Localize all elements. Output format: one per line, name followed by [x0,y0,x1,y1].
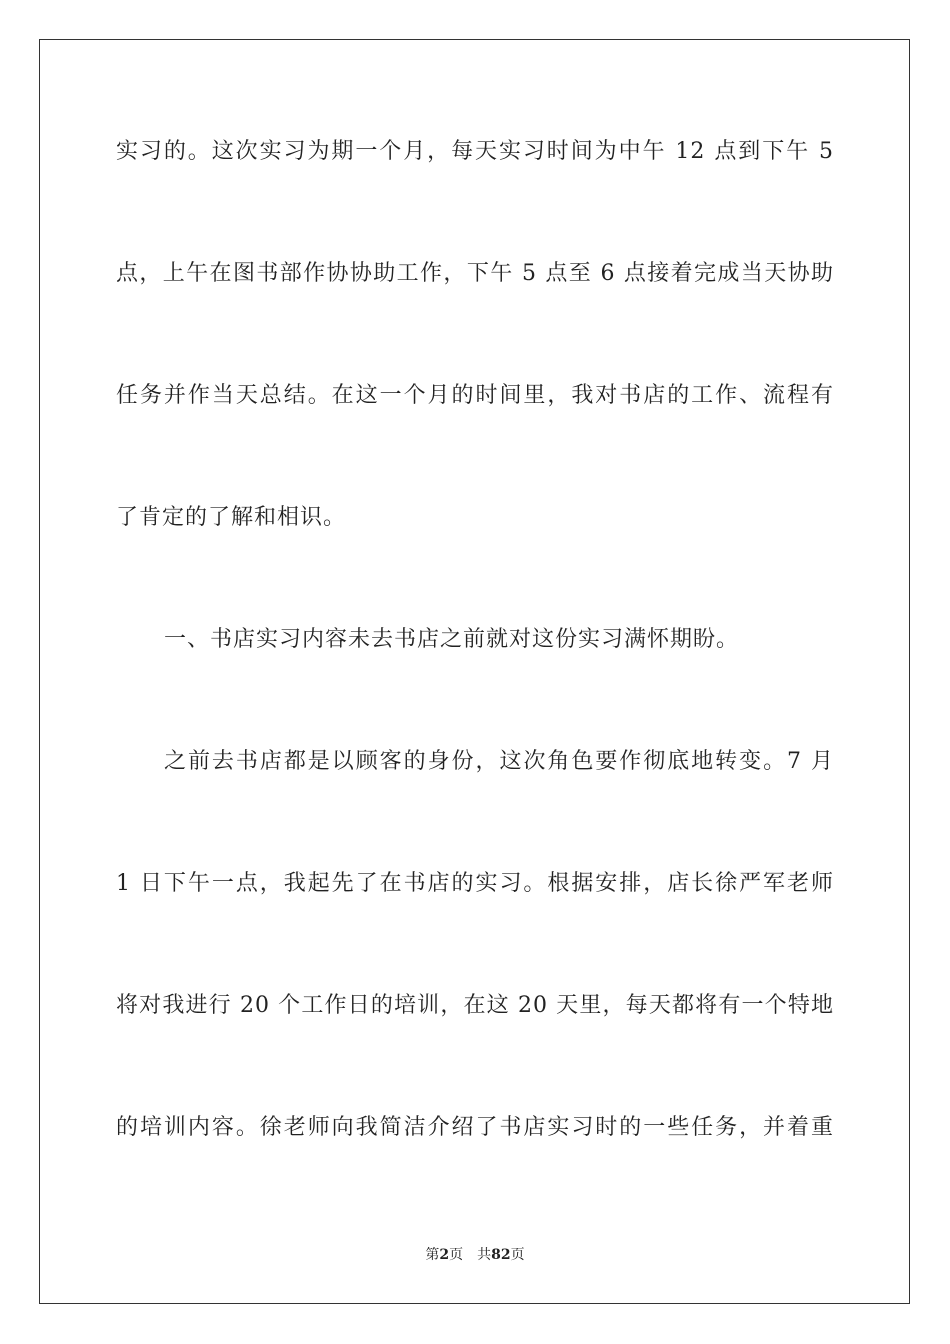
page-number: 2 [439,1247,450,1263]
body-line-4: 了肯定的了解和相识。 [116,505,347,530]
total-prefix: 共 [477,1247,492,1263]
body-line-7: 1 日下午一点，我起先了在书店的实习。根据安排，店长徐严军老师 [116,871,834,896]
body-line-2: 点，上午在图书部作协协助工作，下午 5 点至 6 点接着完成当天协助 [116,261,834,286]
total-pages: 82 [491,1247,511,1263]
page-footer [0,1246,950,1264]
body-line-1: 实习的。这次实习为期一个月，每天实习时间为中午 12 点到下午 5 [116,139,834,164]
section-heading-1: 一、书店实习内容未去书店之前就对这份实习满怀期盼。 [164,627,740,652]
body-line-6: 之前去书店都是以顾客的身份，这次角色要作彻底地转变。7 月 [164,749,834,774]
total-suffix: 页 [510,1247,525,1263]
page-suffix: 页 [449,1247,464,1263]
body-line-3: 任务并作当天总结。在这一个月的时间里，我对书店的工作、流程有 [116,383,834,408]
body-line-8: 将对我进行 20 个工作日的培训，在这 20 天里，每天都将有一个特地 [116,993,834,1018]
body-line-9: 的培训内容。徐老师向我简洁介绍了书店实习时的一些任务，并着重 [116,1115,834,1140]
page-prefix: 第 [425,1247,440,1263]
